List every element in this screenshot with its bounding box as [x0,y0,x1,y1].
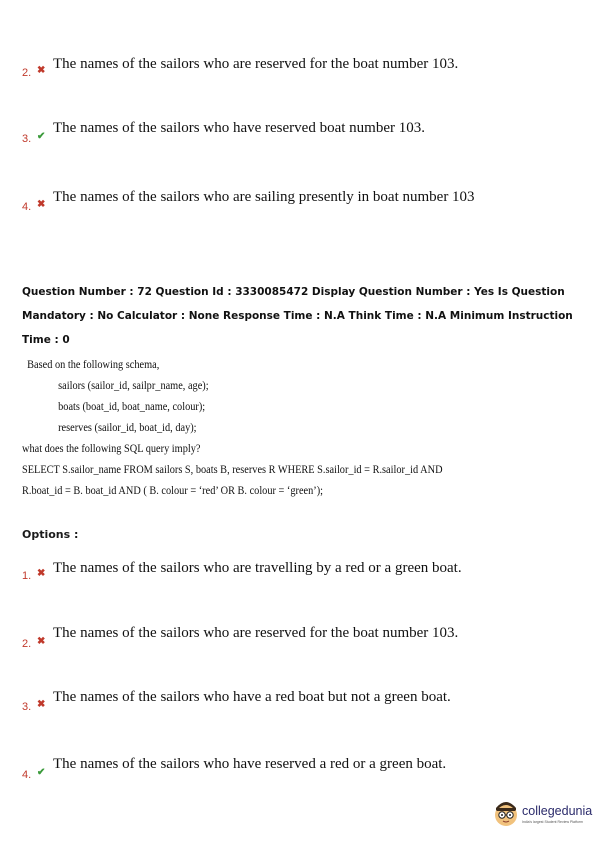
option-text: The names of the sailors who have reserved a red or a green boat. [53,756,447,772]
option-number: 2. [22,638,32,650]
option-1 [22,560,582,590]
cross-icon: ✖ [37,699,46,710]
option-text: The names of the sailors who are sailing presently in boat number 103 [53,189,475,205]
question-body [22,354,504,501]
option-text: The names of the sailors who have reserved boat number 103. [53,120,425,136]
schema-boats: boats (boat_id, boat_name, colour); [58,399,206,413]
options-label: Options : [22,528,79,541]
cross-icon: ✖ [37,65,46,76]
schema-reserves: reserves (sailor_id, boat_id, day); [58,420,197,434]
option-number: 1. [22,570,32,582]
question-header-line: Time : 0 [22,334,70,346]
option-number: 4. [22,769,32,781]
option-text: The names of the sailors who have a red boat but not a green boat. [53,689,451,705]
option-number: 3. [22,133,32,145]
top-option-2 [22,56,582,86]
brand-name: collegedunia [522,804,593,818]
owl-logo-icon [493,801,519,827]
option-number: 4. [22,201,32,213]
question-header-line: Mandatory : No Calculator : None Response Time : N.A Think Time : N.A Minimum Instruction [22,310,573,322]
question-prompt: what does the following SQL query imply? [22,441,201,455]
question-intro: Based on the following schema, [27,357,160,371]
option-text: The names of the sailors who are reserved for the boat number 103. [53,56,459,72]
question-header-line: Question Number : 72 Question Id : 3330085472 Display Question Number : Yes Is Question [22,286,565,298]
sql-line: SELECT S.sailor_name FROM sailors S, boats B, reserves R WHERE S.sailor_id = R.sailor_id AND [22,462,443,476]
cross-icon: ✖ [37,568,46,579]
check-icon: ✔ [37,131,46,142]
option-number: 3. [22,701,32,713]
question-header [22,280,582,352]
schema-sailors: sailors (sailor_id, sailpr_name, age); [58,378,209,392]
sql-line: R.boat_id = B. boat_id AND ( B. colour = ‘red’ OR B. colour = ‘green’); [22,483,324,497]
option-text: The names of the sailors who are travelling by a red or a green boat. [53,560,462,576]
cross-icon: ✖ [37,199,46,210]
brand-logo-block [493,801,593,833]
brand-tagline: India's largest Student Review Platform [522,820,583,824]
option-2 [22,625,582,655]
top-option-4 [22,189,582,219]
option-text: The names of the sailors who are reserved for the boat number 103. [53,625,459,641]
option-4 [22,756,582,786]
top-option-3 [22,120,582,150]
check-icon: ✔ [37,767,46,778]
option-number: 2. [22,67,32,79]
cross-icon: ✖ [37,636,46,647]
option-3 [22,689,582,719]
